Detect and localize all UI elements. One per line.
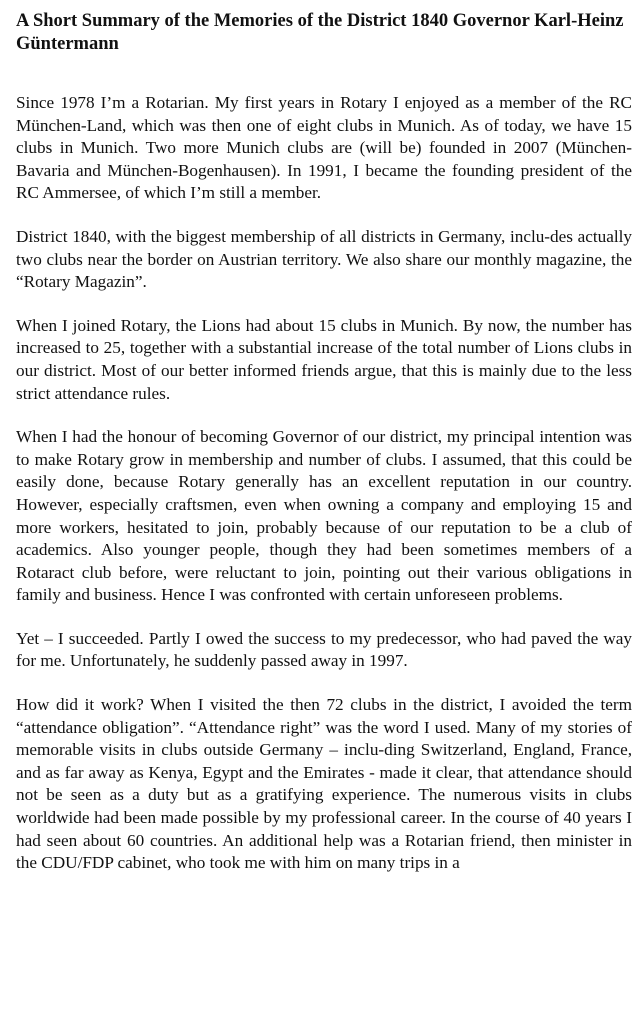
paragraph-3: When I joined Rotary, the Lions had about 15 clubs in Munich. By now, the number has increased to 25, together with a substantial increase of the total number of Lions clubs in our district. Most of our better informed friends argue, that this is mainly due to the less strict attendance rules. [16,315,632,403]
document-title: A Short Summary of the Memories of the District 1840 Governor Karl-Heinz Güntermann [16,11,624,54]
paragraph-1: Since 1978 I’m a Rotarian. My first years in Rotary I enjoyed as a member of the RC München-Land, which was then one of eight clubs in Munich. As of today, we have 15 clubs in Munich. Two more Munich clubs are (will be) founded in 2007 (München-Bavaria and München-Bogenhausen). In 1991, I became the founding president of the RC Ammersee, of which I’m still a member. [16,93,632,203]
paragraph-5: Yet – I succeeded. Partly I owed the success to my predecessor, who had paved the way for me. Unfortunately, he suddenly passed away in 1997. [16,628,632,671]
paragraph-4: When I had the honour of becoming Governor of our district, my principal intention was to make Rotary grow in membership and number of clubs. I assumed, that this could be easily done, because Rotary generally has an excellent reputation in our country. However, especially craftsmen, even when owning a company and employing 15 and more workers, hesitated to join, probably because of our reputation to be a club of academics. Also younger people, though they had been sometimes members of a Rotaract club before, were reluctant to join, pointing out their various obligations in family and business. Hence I was confronted with certain unforeseen problems. [16,427,632,605]
paragraph-2: District 1840, with the biggest membership of all districts in Germany, inclu-des actually two clubs near the border on Austrian territory. We also share our monthly magazine, the “Rotary Magazin”. [16,226,632,292]
paragraph-6: How did it work? When I visited the then 72 clubs in the district, I avoided the term “attendance obligation”. “Attendance right” was the word I used. Many of my stories of memorable visits in clubs outside Germany – inclu-ding Switzerland, England, France, and as far away as Kenya, Egypt and the Emirates - made it clear, that attendance should not be seen as a duty but as a gratifying experience. The numerous visits in clubs worldwide had been made possible by my professional career. In the course of 40 years I had seen about 60 countries. An additional help was a Rotarian friend, then minister in the CDU/FDP cabinet, who took me with him on many trips in a [16,695,632,873]
